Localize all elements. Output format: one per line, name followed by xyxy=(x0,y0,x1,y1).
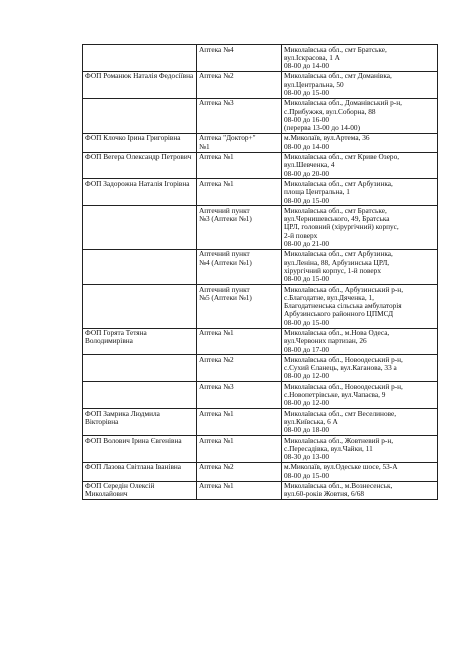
owner-cell xyxy=(83,328,197,355)
owner-cell xyxy=(83,409,197,436)
table-row xyxy=(83,462,438,481)
address-line: с.Пересадівка, вул.Чайки, 11 xyxy=(284,443,373,453)
pharmacy-name: Аптечний пункт xyxy=(199,205,250,215)
working-hours: 08-00 до 14-00 xyxy=(284,141,330,151)
address-cell xyxy=(282,481,438,500)
table-row xyxy=(83,436,438,463)
address-line: вул.60-років Жовтня, 6/68 xyxy=(284,489,365,499)
address-line: Миколаївська обл., смт Братське, xyxy=(284,44,387,54)
pharmacy-cell xyxy=(197,285,282,328)
pharmacy-name: Аптека №2 xyxy=(199,462,234,472)
address-line: вул.Іскрасова, 1 А xyxy=(284,52,340,62)
address-line: вул.Шевченка, 4 xyxy=(284,160,335,170)
table-row xyxy=(83,328,438,355)
address-line: м.Миколаїв, вул.Артема, 36 xyxy=(284,133,370,143)
table-row xyxy=(83,285,438,328)
pharmacy-cell xyxy=(197,179,282,206)
address-line: вул.Центральна, 50 xyxy=(284,79,344,89)
owner-cell xyxy=(83,45,197,72)
owner-cell xyxy=(83,481,197,500)
address-line: Миколаївська обл., м.Вознесенськ, xyxy=(284,481,393,491)
pharmacy-cell xyxy=(197,45,282,72)
address-cell xyxy=(282,462,438,481)
owner-name: ФОП Горята Тетяна Володимирівна xyxy=(85,328,147,346)
pharmacy-cell xyxy=(197,481,282,500)
address-line: вул.Леніна, 88, Арбузинська ЦРЛ, xyxy=(284,257,390,267)
address-cell xyxy=(282,285,438,328)
working-hours: 08-00 до 18-00 xyxy=(284,425,330,435)
address-line: Миколаївська обл., Новоодеський р-н, xyxy=(284,381,403,391)
owner-cell xyxy=(83,206,197,249)
pharmacy-name: Аптека №3 xyxy=(199,98,234,108)
working-hours: 08-00 до 16-00 xyxy=(284,114,330,124)
address-cell xyxy=(282,206,438,249)
owner-name: ФОП Замрика Людмила Вікторівна xyxy=(85,408,160,426)
working-hours: 08-00 до 12-00 xyxy=(284,398,330,408)
pharmacy-name: Аптека №3 xyxy=(199,381,234,391)
address-line: вул.Київська, 6 А xyxy=(284,416,338,426)
pharmacy-name: Аптечний пункт xyxy=(199,284,250,294)
address-cell xyxy=(282,179,438,206)
address-line: с.Прибужжя, вул.Соборна, 88 xyxy=(284,106,376,116)
working-hours: 08-00 до 17-00 xyxy=(284,344,330,354)
working-hours: 08-00 до 14-00 xyxy=(284,61,330,71)
pharmacy-cell xyxy=(197,355,282,382)
owner-name: ФОП Волович Ірина Євгенівна xyxy=(85,435,182,445)
working-hours: 08-00 до 15-00 xyxy=(284,274,330,284)
working-hours: 08-00 до 12-00 xyxy=(284,371,330,381)
address-line: Миколаївська обл., смт Арбузинка, xyxy=(284,178,393,188)
address-line: Миколаївська обл., смт Арбузинка, xyxy=(284,249,393,259)
pharmacy-cell xyxy=(197,98,282,133)
address-cell xyxy=(282,45,438,72)
pharmacy-number: №3 (Аптеки №1) xyxy=(199,214,252,224)
pharmacy-name: Аптека №1 xyxy=(199,481,234,491)
pharmacy-number: №4 (Аптеки №1) xyxy=(199,257,252,267)
address-cell xyxy=(282,328,438,355)
address-line: 2-й поверх xyxy=(284,230,318,240)
owner-cell xyxy=(83,249,197,284)
table-row xyxy=(83,206,438,249)
owner-cell xyxy=(83,285,197,328)
owner-cell xyxy=(83,436,197,463)
pharmacy-cell xyxy=(197,152,282,179)
owner-cell xyxy=(83,355,197,382)
owner-cell xyxy=(83,133,197,152)
address-line: Миколаївська обл., Жовтневий р-н, xyxy=(284,435,394,445)
address-cell xyxy=(282,436,438,463)
owner-cell xyxy=(83,179,197,206)
address-line: хірургічний корпус, 1-й поверх xyxy=(284,265,381,275)
pharmacy-table-body xyxy=(83,45,438,500)
owner-cell xyxy=(83,382,197,409)
address-line: Миколаївська обл., м.Нова Одеса, xyxy=(284,328,390,337)
pharmacy-name: Аптека №1 xyxy=(199,152,234,162)
working-hours: 08-00 до 15-00 xyxy=(284,470,330,480)
owner-cell xyxy=(83,462,197,481)
table-row xyxy=(83,133,438,152)
address-line: вул.Чернишевського, 49, Братська xyxy=(284,214,390,224)
address-line: ЦРЛ, головний (хірургічний) корпус, xyxy=(284,222,399,232)
table-row xyxy=(83,45,438,72)
table-row xyxy=(83,71,438,98)
address-line: Миколаївська обл., смт Веселинове, xyxy=(284,408,397,418)
owner-name: ФОП Вегера Олександр Петрович xyxy=(85,152,192,162)
address-cell xyxy=(282,249,438,284)
table-row xyxy=(83,355,438,382)
table-row xyxy=(83,98,438,133)
address-line: с.Новопетрівське, вул.Чапаєва, 9 xyxy=(284,390,386,400)
pharmacy-name: Аптечний пункт xyxy=(199,249,250,259)
owner-name: ФОП Клочко Ірина Григорівна xyxy=(85,133,181,143)
break-hours: (перерва 13-00 до 14-00) xyxy=(284,123,361,133)
address-line: Миколаївська обл., Арбузинський р-н, xyxy=(284,284,404,294)
pharmacy-cell xyxy=(197,71,282,98)
pharmacy-number: №5 (Аптеки №1) xyxy=(199,292,252,302)
table-row xyxy=(83,152,438,179)
working-hours: 08-30 до 13-00 xyxy=(284,452,330,462)
address-line: Миколаївська обл., смт Доманівка, xyxy=(284,71,392,81)
owner-name: ФОП Лазова Світлана Іванівна xyxy=(85,462,182,472)
pharmacy-name: Аптека №1 xyxy=(199,435,234,445)
address-cell xyxy=(282,133,438,152)
owner-cell xyxy=(83,71,197,98)
address-line: Миколаївська обл., Доманівський р-н, xyxy=(284,98,402,108)
pharmacy-number: №1 xyxy=(199,141,210,151)
address-cell xyxy=(282,71,438,98)
working-hours: 08-00 до 15-00 xyxy=(284,87,330,97)
address-line: площа Центральна, 1 xyxy=(284,187,350,197)
address-line: Миколаївська обл., Новоодеський р-н, xyxy=(284,354,403,364)
pharmacy-cell xyxy=(197,436,282,463)
table-row xyxy=(83,481,438,500)
pharmacy-name: Аптека №2 xyxy=(199,71,234,81)
address-line: Миколаївська обл., смт Криве Озеро, xyxy=(284,152,400,162)
pharmacy-name: Аптека №2 xyxy=(199,354,234,364)
owner-name: ФОП Середін Олексій Миколайович xyxy=(85,481,155,499)
owner-name: ФОП Задорожна Наталія Ігорівна xyxy=(85,178,190,188)
address-line: м.Миколаїв, вул.Одеське шосе, 53-А xyxy=(284,462,398,472)
pharmacy-name: Аптека "Доктор+" xyxy=(199,133,256,143)
owner-cell xyxy=(83,98,197,133)
working-hours: 08-00 до 15-00 xyxy=(284,195,330,205)
pharmacy-cell xyxy=(197,409,282,436)
pharmacy-cell xyxy=(197,206,282,249)
address-line: с.Сухий Єланець, вул.Каганова, 33 а xyxy=(284,363,397,373)
pharmacy-name: Аптека №1 xyxy=(199,328,234,337)
pharmacy-name: Аптека №1 xyxy=(199,178,234,188)
address-line: с.Благодатне, вул.Дяченка, 1, xyxy=(284,292,374,302)
working-hours: 08-00 до 15-00 xyxy=(284,317,330,327)
table-row xyxy=(83,249,438,284)
owner-cell xyxy=(83,152,197,179)
pharmacy-cell xyxy=(197,133,282,152)
address-cell xyxy=(282,409,438,436)
pharmacy-cell xyxy=(197,328,282,355)
table-row xyxy=(83,382,438,409)
pharmacy-name: Аптека №4 xyxy=(199,44,234,54)
address-line: вул.Червоних партизан, 26 xyxy=(284,336,367,346)
pharmacy-cell xyxy=(197,382,282,409)
table-row xyxy=(83,179,438,206)
address-cell xyxy=(282,98,438,133)
pharmacy-table xyxy=(82,44,438,500)
address-line: Миколаївська обл., смт Братське, xyxy=(284,205,387,215)
working-hours: 08-00 до 20-00 xyxy=(284,168,330,178)
working-hours: 08-00 до 21-00 xyxy=(284,239,330,249)
address-cell xyxy=(282,382,438,409)
pharmacy-cell xyxy=(197,462,282,481)
pharmacy-name: Аптека №1 xyxy=(199,408,234,418)
table-row xyxy=(83,409,438,436)
address-cell xyxy=(282,355,438,382)
address-cell xyxy=(282,152,438,179)
owner-name: ФОП Романюк Наталія Федосіївна xyxy=(85,71,194,81)
address-line: Арбузинського районного ЦПМСД xyxy=(284,309,394,319)
pharmacy-cell xyxy=(197,249,282,284)
address-line: Благодатненська сільська амбулаторія xyxy=(284,301,402,311)
